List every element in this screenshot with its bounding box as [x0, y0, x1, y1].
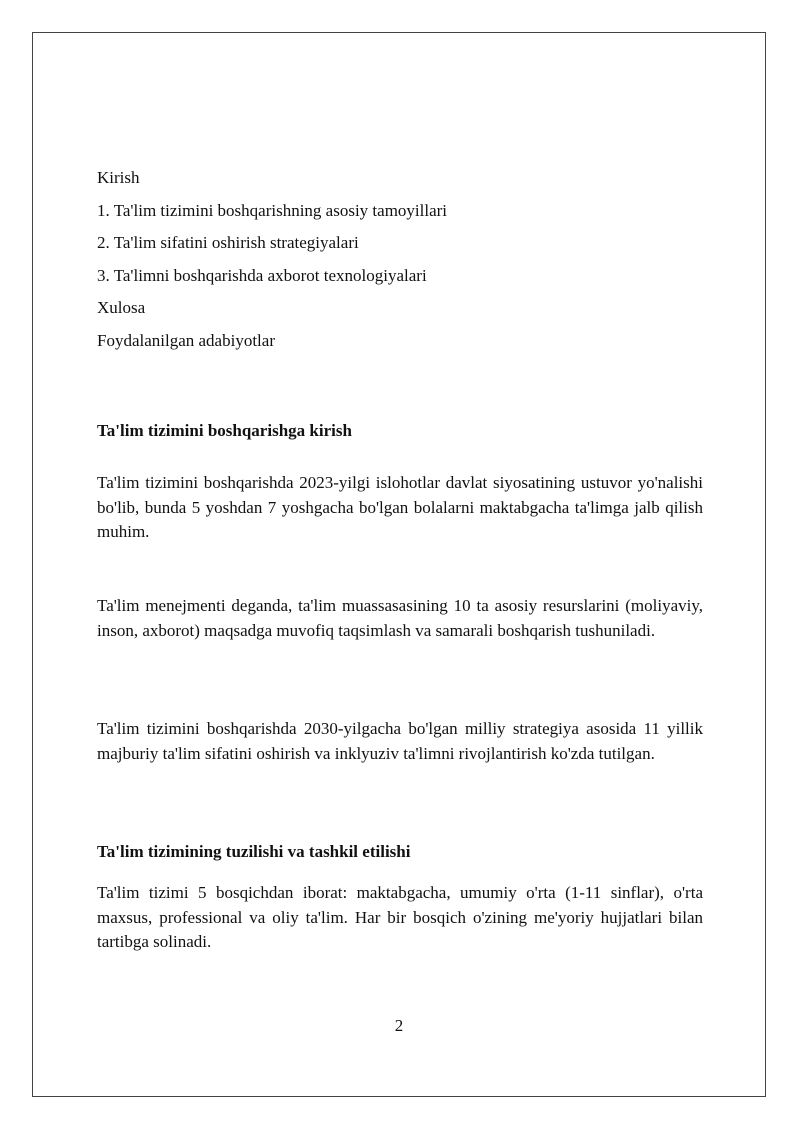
document-page: [32, 32, 766, 1097]
toc-item-chapter-2: 2. Ta'lim sifatini oshirish strategiyalari: [97, 233, 359, 252]
body-paragraph: Ta'lim menejmenti deganda, ta'lim muassasasining 10 ta asosiy resurslarini (moliyaviy, inson, axborot) maqsadga muvofiq taqsimlash va samarali boshqarish tushuniladi.: [97, 596, 703, 640]
body-paragraph: Ta'lim tizimini boshqarishda 2030-yilgacha bo'lgan milliy strategiya asosida 11 yillik majburiy ta'lim sifatini oshirish va inklyuziv ta'limni rivojlantirish ko'zda tutilgan.: [97, 719, 703, 763]
section-2-heading-block: [97, 840, 703, 865]
toc-item-references: Foydalanilgan adabiyotlar: [97, 330, 275, 350]
toc-item-introduction: Kirish: [97, 168, 140, 187]
table-of-contents: [97, 162, 707, 357]
page-number: 2: [394, 1016, 404, 1035]
section-1-paragraph-3-block: [97, 717, 703, 766]
section-heading: Ta'lim tizimini boshqarishga kirish: [97, 421, 352, 440]
body-paragraph: Ta'lim tizimi 5 bosqichdan iborat: maktabgacha, umumiy o'rta (1-11 sinflar), o'rta maxsus, professional va oliy ta'lim. Har bir bosqich o'zining me'yoriy hujjatlari bilan tartibga solinadi.: [97, 883, 703, 951]
section-1-heading-block: [97, 419, 703, 444]
section-1-paragraph-2-block: [97, 594, 703, 643]
toc-item-conclusion: Xulosa: [97, 298, 146, 317]
toc-item-chapter-1: 1. Ta'lim tizimini boshqarishning asosiy tamoyillari: [97, 200, 448, 220]
section-1-paragraph-1-block: [97, 471, 703, 545]
body-paragraph: Ta'lim tizimini boshqarishda 2023-yilgi islohotlar davlat siyosatining ustuvor yo'nalishi bo'lib, bunda 5 yoshdan 7 yoshgacha bo'lgan bolalarni maktabgacha ta'limga jalb qilish muhim.: [97, 473, 703, 541]
section-2-paragraph-1-block: [97, 881, 703, 955]
section-heading: Ta'lim tizimining tuzilishi va tashkil etilishi: [97, 842, 411, 861]
toc-item-chapter-3: 3. Ta'limni boshqarishda axborot texnologiyalari: [97, 265, 427, 285]
